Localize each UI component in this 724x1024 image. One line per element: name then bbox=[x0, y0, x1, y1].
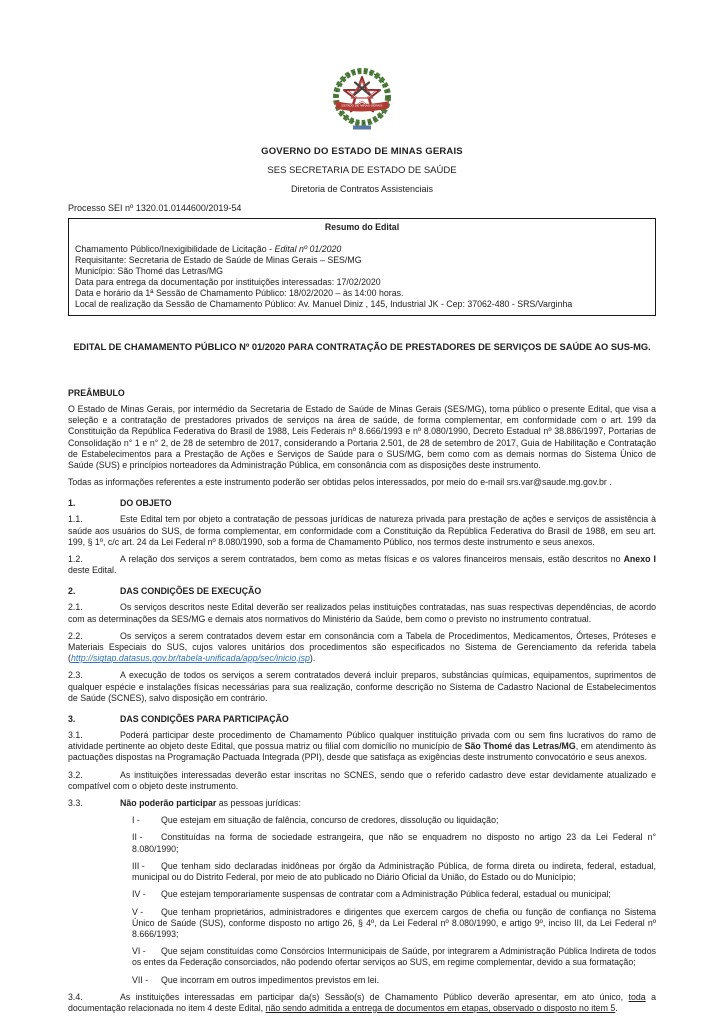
document-body bbox=[68, 203, 656, 1014]
list-item-numeral: III - bbox=[132, 860, 145, 871]
clause-3-3 bbox=[68, 798, 656, 809]
clause-text: Poderá participar deste procedimento de Chamamento Público qualquer instituição privada com ou sem fins lucrativos do ramo de atividade pertinente ao objeto deste Edital, que possua matriz ou filial com domicílio no município de bbox=[68, 730, 656, 752]
clause-text-end: , em atendimento às pactuações dispostas na Programação Pactuada Integrada (PPI), desde que satisfaça as exigências deste instrumento convocatório e seus anexos. bbox=[68, 741, 656, 763]
section-title: DO OBJETO bbox=[120, 498, 172, 509]
clause-3-1 bbox=[68, 730, 656, 764]
clause-number: 3.4. bbox=[68, 991, 83, 1002]
clause-text: Este Edital tem por objeto a contratação de pessoas jurídicas de natureza privada para prestação de ações e serviços de assistência à saúde aos usuários do SUS, de forma complementar, em conformidade com a Constituição da República Federativa do Brasil de 1988, em seu art. 199, § 1º, c/c art. 24 da Lei Federal nº 8.080/1990, sob a forma de Chamamento Público, nos termos deste instrumento e seus anexos. bbox=[68, 514, 656, 547]
clause-number: 2.1. bbox=[68, 602, 83, 613]
section-1-heading bbox=[68, 498, 656, 508]
list-item-5 bbox=[132, 907, 656, 941]
annex-reference: Anexo I bbox=[623, 554, 656, 565]
clause-2-2 bbox=[68, 631, 656, 665]
summary-line-municipality: Município: São Thomé das Letras/MG bbox=[75, 266, 223, 276]
clause-1-2 bbox=[68, 554, 656, 576]
preamble-paragraph: O Estado de Minas Gerais, por intermédio da Secretaria de Estado de Saúde de Minas Gerais (SES/MG), torna público o presente Edital, que visa a seleção e a contratação de prestadores privados de serviços na área de saúde, de forma complementar, em conformidade com o art. 199 da Constituição da República Federativa do Brasil de 1988, Leis Federais nº 8.666/1993 e nº 8.080/1990, Decreto Estadual nº 38.886/1997, Portarias de Consolidação n° 1 e n° 2, de 28 de setembro de 2017, considerando a Portaria 2.501, de 28 de setembro de 2017, Guia de Habilitação e Contratação de Estabelecimentos para a Prestação de Ações e Serviços de Saúde para o SUS/MG, bem como com as demais normas do Sistema Único de Saúde (SUS) e princípios norteadores da Administração Pública, em consonância com as disposições deste instrumento. bbox=[68, 404, 656, 471]
clause-text-end: deste Edital. bbox=[68, 565, 117, 576]
section-title: DAS CONDIÇÕES DE EXECUÇÃO bbox=[120, 586, 262, 597]
sigtap-table-link[interactable]: http://sigtap.datasus.gov.br/tabela-unificada/app/sec/inicio.jsp bbox=[70, 653, 310, 664]
clause-number: 1.2. bbox=[68, 554, 83, 565]
summary-line-modality bbox=[75, 244, 649, 255]
clause-text: As instituições interessadas em participar da(s) Sessão(s) de Chamamento Público deverão apresentar, em ato único, bbox=[120, 991, 629, 1002]
clause-text-end: as pessoas jurídicas: bbox=[216, 798, 301, 809]
svg-text:ESTADO DE MINAS GERAIS: ESTADO DE MINAS GERAIS bbox=[341, 103, 383, 108]
clause-3-2 bbox=[68, 770, 656, 792]
clause-text: A execução de todos os serviços a serem contratados deverá incluir preparos, substâncias químicas, equipamentos, suprimentos de qualquer espécie e instalações físicas necessárias para sua realização, conforme descrição no Sistema de Cadastro Nacional de Estabelecimentos de Saúde (SCNES), salvo disposição em contrário. bbox=[68, 670, 656, 703]
clause-1-1 bbox=[68, 514, 656, 548]
clause-number: 3.2. bbox=[68, 769, 83, 780]
document-title: EDITAL DE CHAMAMENTO PÚBLICO Nº 01/2020 PARA CONTRATAÇÃO DE PRESTADORES DE SERVIÇOS DE SAÚDE AO SUS-MG. bbox=[73, 342, 651, 352]
contact-info-paragraph bbox=[68, 477, 656, 488]
list-item-1 bbox=[132, 815, 656, 826]
government-name: GOVERNO DO ESTADO DE MINAS GERAIS bbox=[261, 146, 463, 157]
clause-text-mid: a documentação relacionada no item 4 deste Edital, bbox=[68, 991, 656, 1013]
clause-text-end: . bbox=[615, 1002, 618, 1013]
section-number: 2. bbox=[68, 586, 76, 597]
list-item-numeral: VII - bbox=[132, 974, 149, 985]
secretariat-name: SES SECRETARIA DE ESTADO DE SAÚDE bbox=[267, 165, 457, 176]
clause-underline-2: não sendo admitida a entrega de documentos em etapas, observado o disposto no item 5 bbox=[265, 1002, 616, 1013]
document-header bbox=[0, 0, 724, 194]
list-item-numeral: II - bbox=[132, 832, 143, 843]
section-title: DAS CONDIÇÕES PARA PARTICIPAÇÃO bbox=[120, 714, 289, 725]
clause-2-3 bbox=[68, 670, 656, 704]
clause-number: 1.1. bbox=[68, 514, 83, 525]
department-name: Diretoria de Contratos Assistenciais bbox=[290, 184, 434, 194]
clause-number: 3.3. bbox=[68, 798, 83, 809]
edital-summary-box bbox=[68, 218, 656, 316]
clause-text: Os serviços descritos neste Edital deverão ser realizados pelas instituições contratadas, nas suas respectivas dependências, de acordo com as determinações da SES/MG e demais atos normativos do Ministério da Saúde, bem como o previsto no instrumento contratual. bbox=[68, 602, 656, 624]
summary-line-session-location: Local de realização da Sessão de Chamamento Público: Av. Manuel Diniz , 145, Industrial JK - Cep: 37062-480 - SRS/Varginha bbox=[75, 299, 573, 309]
list-item-text: Que incorram em outros impedimentos previstos em lei. bbox=[161, 974, 380, 985]
section-3-heading bbox=[68, 714, 656, 724]
list-item-3 bbox=[132, 861, 656, 883]
section-2-heading bbox=[68, 586, 656, 596]
summary-line-requester: Requisitante: Secretaria de Estado de Saúde de Minas Gerais – SES/MG bbox=[75, 255, 362, 265]
contact-email: srs.var@saude.mg.gov.br bbox=[506, 477, 607, 488]
clause-underline-1: toda bbox=[628, 991, 646, 1002]
clause-text: A relação dos serviços a serem contratados, bem como as metas físicas e os valores financeiros mensais, estão descritos no bbox=[120, 554, 624, 565]
contact-text: Todas as informações referentes a este instrumento poderão ser obtidas pelos interessados, por meio do e-mail bbox=[68, 477, 507, 488]
summary-box-title: Resumo do Edital bbox=[324, 222, 400, 232]
list-item-numeral: IV - bbox=[132, 889, 146, 900]
clause-2-1 bbox=[68, 602, 656, 624]
list-item-numeral: VI - bbox=[132, 946, 146, 957]
clause-text-end: ). bbox=[309, 653, 316, 664]
clause-number: 3.1. bbox=[68, 730, 83, 741]
list-item-text: Que estejam em situação de falência, concurso de credores, dissolução ou liquidação; bbox=[161, 815, 499, 826]
preamble-heading: PREÂMBULO bbox=[68, 388, 125, 398]
clause-number: 2.3. bbox=[68, 670, 83, 681]
list-item-numeral: V - bbox=[132, 906, 144, 917]
list-item-text: Que tenham proprietários, administradores e dirigentes que exercem cargos de chefia ou função de confiança no Sistema Único de Saúde (SUS), conforme disposto no artigo 26, § 4º, da Lei Federal nº 8.080/1990, e artigo 9º, inciso III, da Lei Federal nº 8.666/1993; bbox=[132, 906, 656, 939]
edital-number: Edital nº 01/2020 bbox=[274, 244, 342, 254]
clause-3-4 bbox=[68, 992, 656, 1014]
municipality-name: São Thomé das Letras/MG bbox=[464, 741, 576, 752]
summary-line-delivery-date: Data para entrega da documentação por instituições interessadas: 17/02/2020 bbox=[75, 277, 381, 287]
contact-text-end: . bbox=[606, 477, 612, 488]
list-item-text: Que sejam constituídas como Consórcios Intermunicipais de Saúde, por integrarem a Administração Pública Indireta de todos os entes da Federação consorciados, não podendo ofertar serviços ao SUS, em regime complementar, devido a sua formatação; bbox=[132, 946, 656, 968]
list-item-text: Constituídas na forma de sociedade estrangeira, que não se enquadrem no disposto no artigo 23 da Lei Federal n° 8.080/1990; bbox=[132, 832, 656, 854]
section-number: 3. bbox=[68, 714, 76, 725]
section-number: 1. bbox=[68, 498, 76, 509]
list-item-2 bbox=[132, 832, 656, 854]
list-item-text: Que estejam temporariamente suspensas de contratar com a Administração Pública federal, estadual ou municipal; bbox=[161, 889, 611, 900]
modality-text: Chamamento Público/Inexigibilidade de Licitação - bbox=[75, 244, 275, 254]
list-item-6 bbox=[132, 946, 656, 968]
minas-gerais-coat-of-arms-icon bbox=[329, 66, 395, 140]
clause-text: As instituições interessadas deverão estar inscritas no SCNES, sendo que o referido cadastro deve estar devidamente atualizado e compatível com o objeto deste instrumento. bbox=[68, 769, 656, 791]
process-number: Processo SEI nº 1320.01.0144600/2019-54 bbox=[68, 203, 242, 213]
list-item-text: Que tenham sido declaradas inidôneas por órgão da Administração Pública, de forma direta ou indireta, federal, estadual, municipal ou do Distrito Federal, por meio de ato publicado no Diário Oficial da União, do Estado ou do Município; bbox=[132, 860, 656, 883]
clause-number: 2.2. bbox=[68, 630, 83, 641]
list-item-numeral: I - bbox=[132, 815, 140, 826]
summary-line-session-datetime: Data e horário da 1ª Sessão de Chamamento Público: 18/02/2020 – às 14:00 horas. bbox=[75, 288, 404, 298]
clause-emphasis: Não poderão participar bbox=[120, 798, 217, 809]
list-item-4 bbox=[132, 889, 656, 900]
list-item-7 bbox=[132, 975, 656, 986]
clause-text: Os serviços a serem contratados devem estar em consonância com a Tabela de Procedimentos, Medicamentos, Órteses, Próteses e Materiais Especiais do SUS, cujos valores unitários dos procedimentos são especificados no Sistema de Gerenciamento da referida tabela ( bbox=[68, 630, 656, 664]
